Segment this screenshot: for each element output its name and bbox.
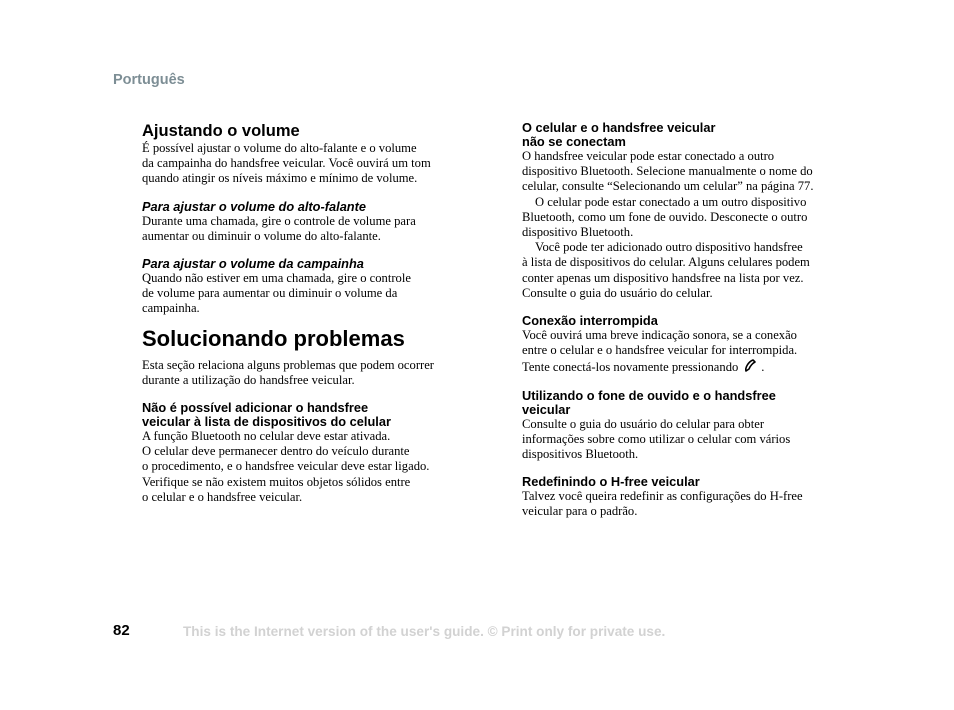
- text-line: Bluetooth, como um fone de ouvido. Desconecte o outro: [522, 209, 808, 224]
- text-line: o celular e o handsfree veicular.: [142, 489, 303, 504]
- ringer-volume-text: [142, 271, 482, 317]
- text-line: dispositivos Bluetooth.: [522, 447, 639, 462]
- text-fragment: Tente conectá-los novamente pressionando: [522, 360, 739, 375]
- subheading-cannot-add: [142, 401, 482, 429]
- text-line: Verifique se não existem muitos objetos sólidos entre: [142, 474, 411, 489]
- subheading-ringer-volume: Para ajustar o volume da campainha: [142, 256, 364, 272]
- left-column: [142, 121, 482, 505]
- text-line: entre o celular e o handsfree veicular for interrompida.: [522, 343, 798, 358]
- subheading-connection-lost: Conexão interrompida: [522, 313, 658, 329]
- text-line: celular, consulte “Selecionando um celular” na página 77.: [522, 179, 814, 194]
- subheading-speaker-volume: Para ajustar o volume do alto-falante: [142, 198, 367, 214]
- phone-call-icon: [743, 358, 759, 374]
- text-line: Consulte o guia do usuário do celular.: [522, 285, 713, 300]
- chapter-title: Solucionando problemas: [142, 325, 405, 351]
- heading-line: Não é possível adicionar o handsfree: [142, 400, 369, 416]
- headset-text: [522, 417, 857, 463]
- text-line: dispositivo Bluetooth.: [522, 225, 634, 240]
- heading-line: O celular e o handsfree veicular: [522, 120, 716, 135]
- text-line: A função Bluetooth no celular deve estar ativada.: [142, 429, 391, 444]
- text-line: da campainha do handsfree veicular. Você ouvirá um tom: [142, 156, 431, 171]
- page-number: 82: [113, 622, 130, 639]
- header-language: Português: [113, 72, 185, 88]
- text-line: durante a utilização do handsfree veicular.: [142, 372, 355, 387]
- text-line: É possível ajustar o volume do alto-falante e o volume: [142, 141, 417, 155]
- text-line: Você pode ter adicionado outro dispositivo handsfree: [535, 240, 803, 255]
- text-line: Consulte o guia do usuário do celular para obter: [522, 416, 765, 431]
- text-line: aumentar ou diminuir o volume do alto-falante.: [142, 228, 381, 243]
- heading-line: não se conectam: [522, 134, 626, 149]
- text-line: O celular pode estar conectado a um outro dispositivo: [535, 194, 807, 209]
- text-fragment: .: [761, 360, 765, 375]
- text-line: dispositivo Bluetooth. Selecione manualmente o nome do: [522, 164, 813, 179]
- heading-line: veicular: [522, 401, 571, 417]
- text-line: [522, 358, 857, 375]
- connection-lost-text: [522, 328, 857, 376]
- footer-note: This is the Internet version of the user's guide. © Print only for private use.: [183, 624, 666, 639]
- text-line: Durante uma chamada, gire o controle de volume para: [142, 213, 416, 228]
- text-line: veicular para o padrão.: [522, 504, 638, 519]
- text-line: Esta seção relaciona alguns problemas que podem ocorrer: [142, 357, 434, 372]
- subheading-headset: [522, 389, 857, 417]
- text-line: Talvez você queira redefinir as configurações do H-free: [522, 489, 803, 504]
- section-intro: [142, 141, 482, 187]
- text-line: campainha.: [142, 301, 200, 316]
- speaker-volume-text: [142, 214, 482, 244]
- text-line: informações sobre como utilizar o celular com vários: [522, 431, 791, 446]
- text-line: o procedimento, e o handsfree veicular deve estar ligado.: [142, 459, 430, 474]
- section-title: Ajustando o volume: [142, 122, 300, 140]
- not-connecting-text: [522, 149, 857, 301]
- chapter-intro: [142, 358, 482, 388]
- right-column: [522, 121, 857, 520]
- subheading-reset: Redefinindo o H-free veicular: [522, 474, 700, 490]
- reset-text: [522, 489, 857, 519]
- text-line: de volume para aumentar ou diminuir o volume da: [142, 286, 398, 301]
- text-line: O handsfree veicular pode estar conectado a outro: [522, 149, 775, 163]
- text-line: O celular deve permanecer dentro do veículo durante: [142, 444, 410, 459]
- heading-line: veicular à lista de dispositivos do celular: [142, 414, 391, 430]
- text-line: à lista de dispositivos do celular. Alguns celulares podem: [522, 255, 810, 270]
- text-line: Quando não estiver em uma chamada, gire o controle: [142, 271, 411, 286]
- subheading-not-connecting: [522, 121, 857, 149]
- heading-line: Utilizando o fone de ouvido e o handsfree: [522, 387, 776, 403]
- cannot-add-text: [142, 429, 482, 505]
- text-line: quando atingir os níveis máximo e mínimo de volume.: [142, 171, 418, 186]
- text-line: conter apenas um dispositivo handsfree na lista por vez.: [522, 270, 804, 285]
- text-line: Você ouvirá uma breve indicação sonora, se a conexão: [522, 328, 797, 343]
